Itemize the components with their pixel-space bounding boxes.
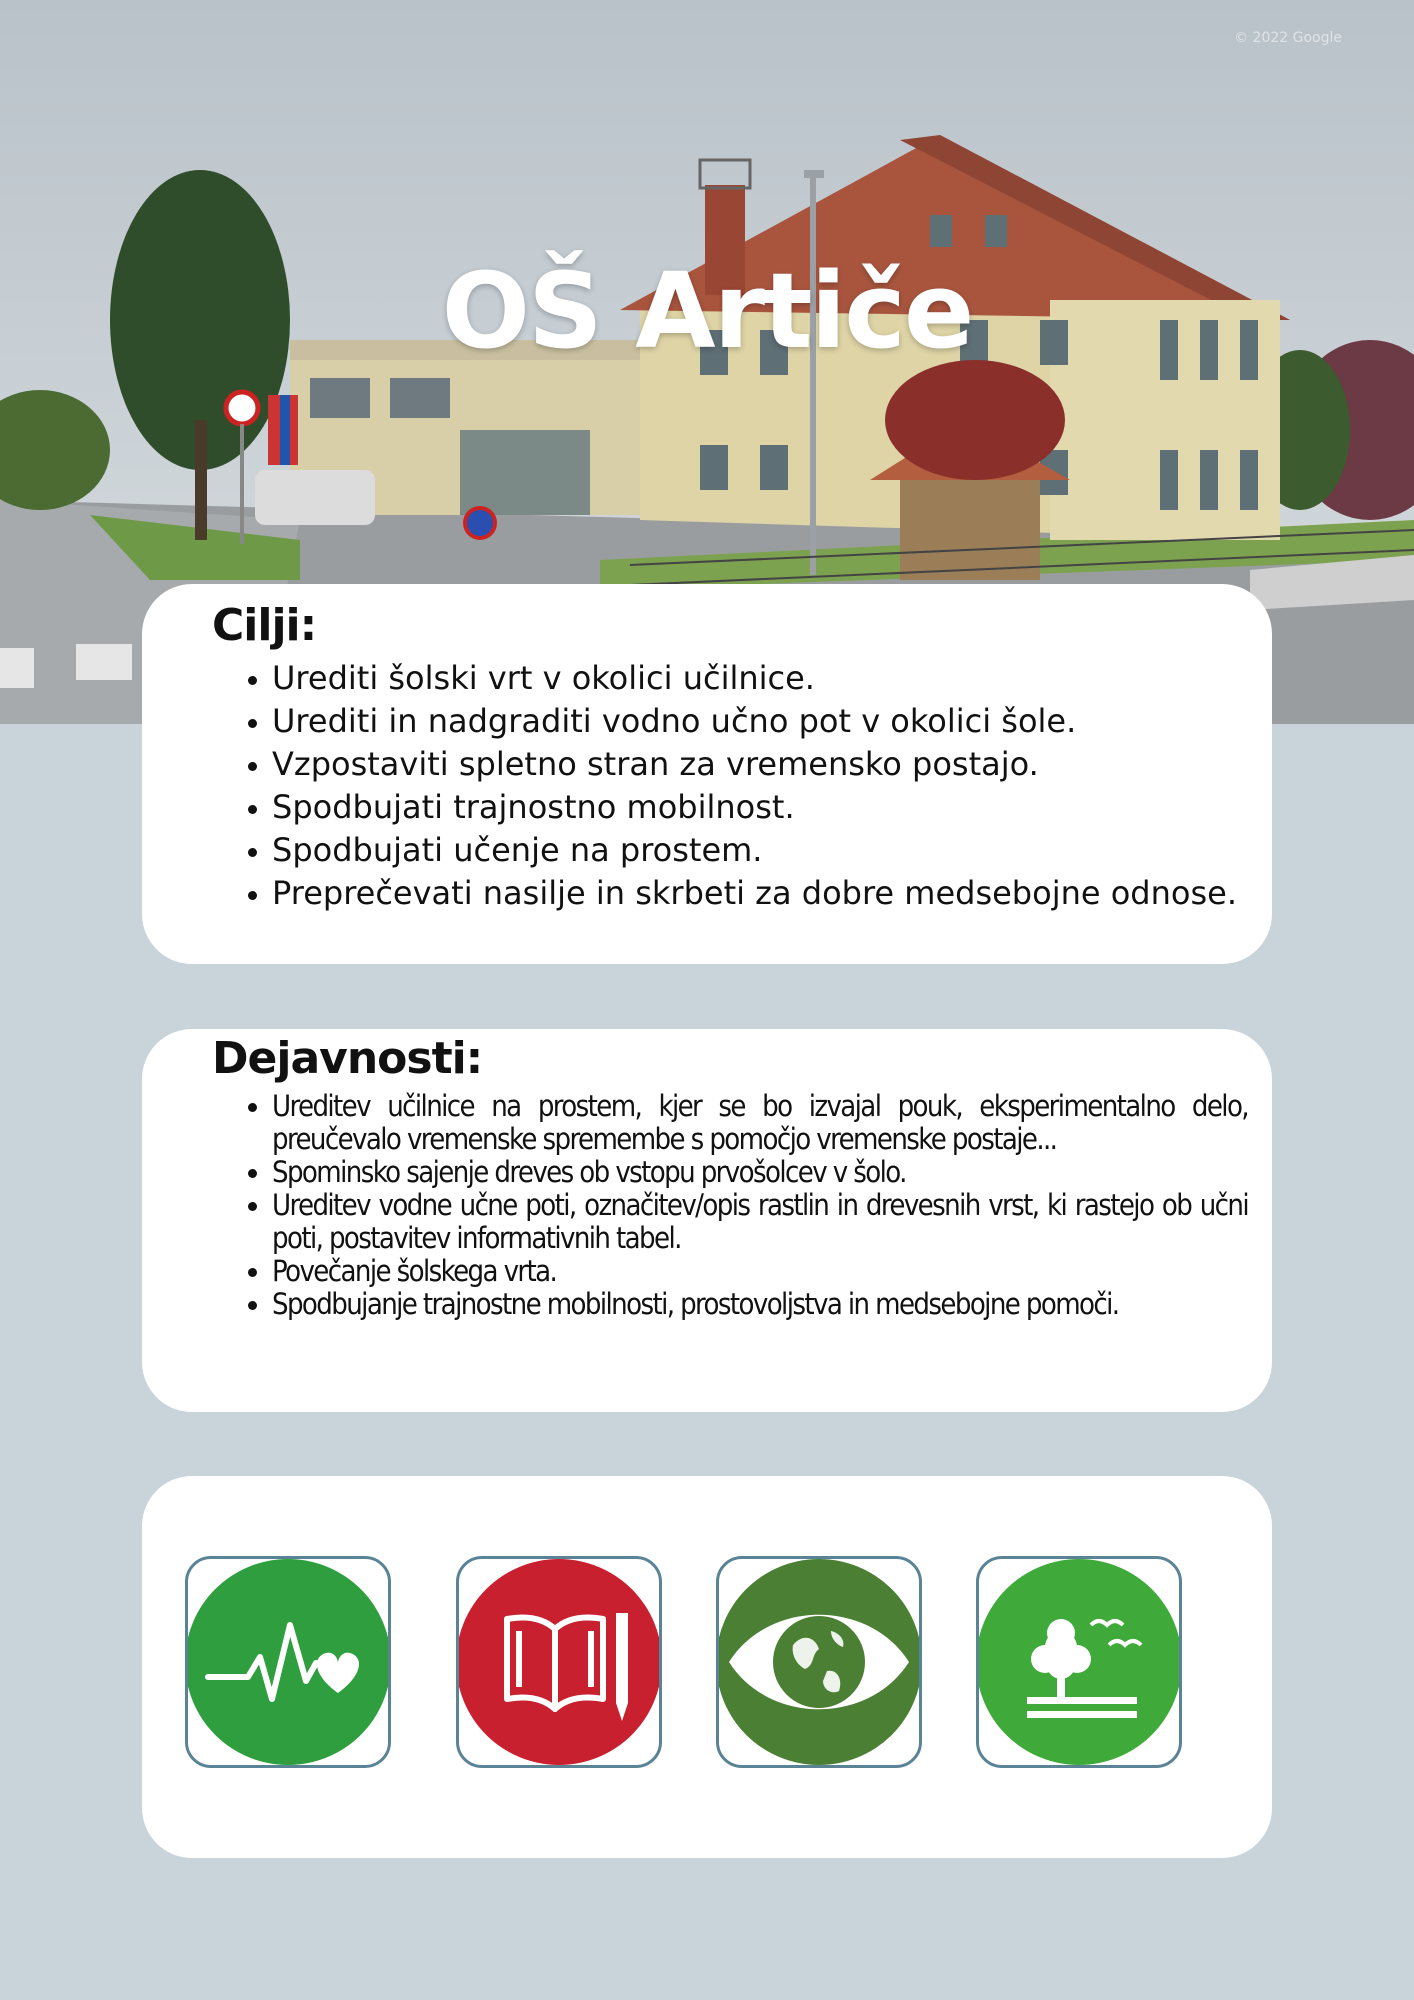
photo-watermark: © 2022 Google	[1234, 30, 1342, 46]
list-item: • Ureditev vodne učne poti, označitev/opis rastlin in drevesnih vrst, ki rastejo ob učni poti, postavitev informativnih tabel.	[272, 1189, 1248, 1255]
list-item: • Urediti in nadgraditi vodno učno pot v okolici šole.	[272, 700, 1246, 743]
list-item: • Ureditev učilnice na prostem, kjer se bo izvajal pouk, eksperimentalno delo, preučevalo vremenske spremembe s pomočjo vremenske postaje...	[272, 1090, 1248, 1156]
activities-list	[212, 1090, 1248, 1321]
health-wellbeing-icon	[185, 1556, 391, 1768]
activities-heading: Dejavnosti:	[212, 1033, 483, 1084]
page-title: OŠ Artiče	[441, 250, 973, 372]
goals-heading: Cilji:	[212, 600, 317, 651]
activities-card	[142, 1029, 1272, 1412]
quality-education-icon	[456, 1556, 662, 1768]
list-item: • Spominsko sajenje dreves ob vstopu prvošolcev v šolo.	[272, 1156, 1248, 1189]
list-item: • Povečanje šolskega vrta.	[272, 1255, 1248, 1288]
list-item: • Spodbujati učenje na prostem.	[272, 829, 1246, 872]
list-item: • Urediti šolski vrt v okolici učilnice.	[272, 657, 1246, 700]
list-item: • Spodbujanje trajnostne mobilnosti, prostovoljstva in medsebojne pomoči.	[272, 1288, 1248, 1321]
responsible-consumption-icon	[716, 1556, 922, 1768]
list-item: • Preprečevati nasilje in skrbeti za dobre medsebojne odnose.	[272, 872, 1246, 915]
list-item: • Spodbujati trajnostno mobilnost.	[272, 786, 1246, 829]
sdg-icons-card	[142, 1476, 1272, 1858]
life-on-land-icon	[976, 1556, 1182, 1768]
goals-card	[142, 584, 1272, 964]
list-item: • Vzpostaviti spletno stran za vremensko postajo.	[272, 743, 1246, 786]
goals-list	[212, 657, 1246, 915]
